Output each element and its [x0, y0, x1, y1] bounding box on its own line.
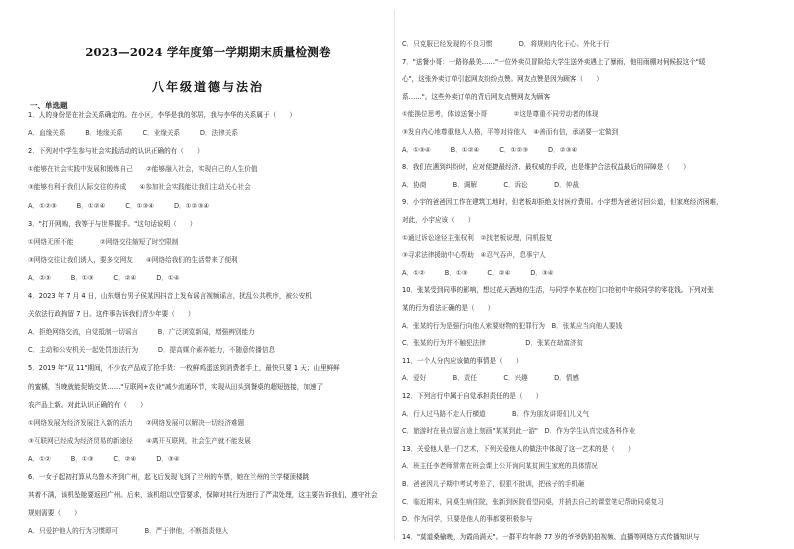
question-line: 4．2023 年 7 月 4 日，山东烟台男子侯某因抖音上发布谣言视频谣言，扰乱公共秩序，被公安机 [28, 292, 312, 300]
answer-option-line: ①能够在社会实践中发展和锻炼自己 ②能够融入社会，实现自己的人生价值 [28, 165, 258, 174]
question-line: 的蜜橘，当晚就能促销交货……"互联网+农业"减少流通环节，实现从田头到餐桌的超短链接，加速了 [28, 382, 324, 391]
answer-option-line: A．拒绝网络交流，自觉抵制一切谣言 B．广泛浏览新闻，增强辨别能力 [28, 328, 255, 337]
answer-option-line: ③能够有利于我们人际交往的养成 ④参加社会实践能让我们主动关心社会 [28, 183, 251, 192]
answer-option-line: C．只克服已经发现的不良习惯 D．将规则内化于心、外化于行 [402, 40, 610, 48]
answer-option-line: A．①② B．①③ C．②④ D．③④ [28, 454, 180, 463]
answer-option-line: ③寻求法律援助中心帮助 ④忍气吞声，息事宁人 [402, 251, 546, 260]
answer-option-line: A．①③④ B．①②④ C．①②③ D．②③④ [402, 145, 578, 154]
answer-option-line: ③网络交往让我们诱人，要多交网友 ④网络给我们的生活带来了便利 [28, 255, 238, 264]
answer-option-line: A．张某的行为是强行向他人索要财物的犯罪行为 B．张某应当向他人要钱 [402, 321, 623, 330]
answer-option-line: A．班主任李老师常常在班会课上公开询问某贫困生家庭的具体情况 [402, 462, 598, 471]
question-line: 规则需要（ ） [28, 509, 81, 518]
answer-option-line: A．爱好 B．责任 C．兴趣 D．情感 [402, 374, 579, 383]
question-line: 9．小宇的爸爸因工作在建筑工地时，但老板却拒绝支付医疗费用。小宇想为爸爸讨回公道，但家庭经济困难， [402, 198, 723, 207]
answer-option-line: A．①②③ B．①②④ C．①③④ D．①②③④ [28, 201, 210, 210]
question-line: 10．张某受到同事的影响，想过花天酒地的生活，与同学李某在校门口抢初中年级同学的零花钱。下列对张 [402, 286, 714, 295]
question-line: 12．下列言行中属于自觉承担责任的是（ ） [402, 392, 543, 400]
question-line: 8．我们在遇到纠纷时，应对便捷最经济、最权威的手段，也是维护合法权益最后的屏障是（ ） [402, 163, 690, 172]
answer-option-line: ③互联网已经成为经济贸易的新途径 ④离开互联网，社会生产就不能发展 [28, 436, 251, 445]
answer-option-line: ①网络无所不能 ②网络交往缩短了时空限制 [28, 237, 179, 246]
answer-option-line: ①网络发展为经济发展注入新的活力 ②网络发展可以解决一切经济难题 [28, 418, 245, 427]
question-line: 2．下列对中学生参与社会实践活动的认识正确的有（ ） [28, 147, 204, 156]
answer-option-line: B．爸爸因儿子期中考试考差了，很狠不批训，把孩子的手机砸 [402, 480, 585, 488]
answer-option-line: A．行人过马路不走人行横道 B．作为朋友讲哥们儿义气 [402, 409, 590, 418]
question-line: 14．"莫道桑榆晚，为霞尚满天"。一群平均年龄 77 岁的爷爷奶奶拍视频、直播等网络方式传播知识与 [402, 532, 700, 541]
question-line: 5．2019 年"双 11"期间，不少农产品成了抢手货：一枚鲜鸡蛋送到消费者手上，最快只要 1 天；山里鲜鲜 [28, 364, 340, 373]
answer-option-line: C．张某的行为并不触犯法律 D．张某在劫富济贫 [402, 339, 584, 348]
answer-option-line: ①能换位思考，体谅送餐小哥 ②这是尊重不同劳动者的体现 [402, 110, 599, 119]
answer-option-line: A．血缘关系 B．地缘关系 C．业缘关系 D．法律关系 [28, 129, 238, 138]
question-line: 某的行为看法正确的是（ ） [402, 304, 495, 312]
answer-option-line: ③发自内心地尊重他人人格，平等对待他人 ④善而有信，承诺要一定做到 [402, 128, 619, 136]
question-line: 关依法行政拘留 7 日。这件事告诉我们青少年要（ ） [28, 310, 195, 319]
answer-option-line: C．主动和公安机关一起处罚违法行为 D．提高媒介素养能力，不随意传播信息 [28, 346, 276, 355]
answer-option-line: A．协商 B．调解 C．诉讼 D．仲裁 [402, 180, 579, 189]
left-column [28, 0, 388, 549]
answer-option-line: ①通过诉讼途径主张权利 ②找老板说理，同机报复 [402, 233, 553, 242]
answer-option-line: C．临近期末，同桌生病住院，张新到医院看望同桌，并捎去自己的课堂笔记帮助同桌复习 [402, 497, 664, 506]
question-line: 心"，这张外卖订单引起网友纷纷点赞。网友点赞是因为顾客（ ） [402, 75, 603, 84]
question-line: 13．关爱他人是一门艺术，下列关爱他人的做法中体现了这一艺术的是（ ） [402, 444, 635, 453]
question-line: 6．一女子起初打算从乌鲁木齐到广州，起飞后发现飞到了兰州的车票，她在兰州的兰学楼顶楼跳 [28, 473, 310, 481]
right-column [402, 0, 770, 549]
answer-option-line: A．①② B．①③ C．②④ D．③④ [402, 268, 554, 277]
column-divider [394, 10, 395, 540]
question-line: 3．"打开网购，我等于与世界握手。"这句话说明（ ） [28, 219, 197, 228]
answer-option-line: D．作为同学，只要是他人的事都要积极参与 [402, 515, 533, 524]
exam-subject: 八年级道德与法治 [151, 80, 264, 94]
answer-option-line: A．②③ B．①③ C．②④ D．①④ [28, 273, 180, 282]
answer-option-line: A．只爱护他人的行为习惯即可 B．严于律他，不断指责他人 [28, 527, 229, 536]
section-heading: 一、单选题 [30, 101, 68, 110]
question-line: 农产品上新。对此认识正确的有（ ） [28, 400, 147, 409]
question-line: 11．一个人分内应该做的事情是（ ） [402, 356, 523, 365]
question-line: 7．"送餐小哥：一路你最美……"一位外卖员冒险给大学生送外卖遇上了暴雨，他用雨棚对伺候报这个"暖 [402, 57, 706, 66]
question-line: 1．人的身份是在社会关系确定的。在小区，李华是我的邻居，我与李华的关系属于（ ） [28, 111, 296, 119]
answer-option-line: C．旅游时在景点留言途上刻画"某某到此一游" D．作为学生认真完成各科作业 [402, 427, 636, 436]
question-line: 系……"。这些外卖订单的背后网友点赞网友为顾客 [402, 92, 551, 101]
question-line: 其着不满，该机坠舱要返回广州。后来，该机组以空管要求，保障对其行为进行了严肃处理，这主要告诉我们，遵守社会 [28, 491, 378, 500]
exam-title: 2023—2024 学年度第一学期期末质量检测卷 [85, 45, 331, 59]
question-line: 对此，小宇应该（ ） [402, 216, 475, 224]
